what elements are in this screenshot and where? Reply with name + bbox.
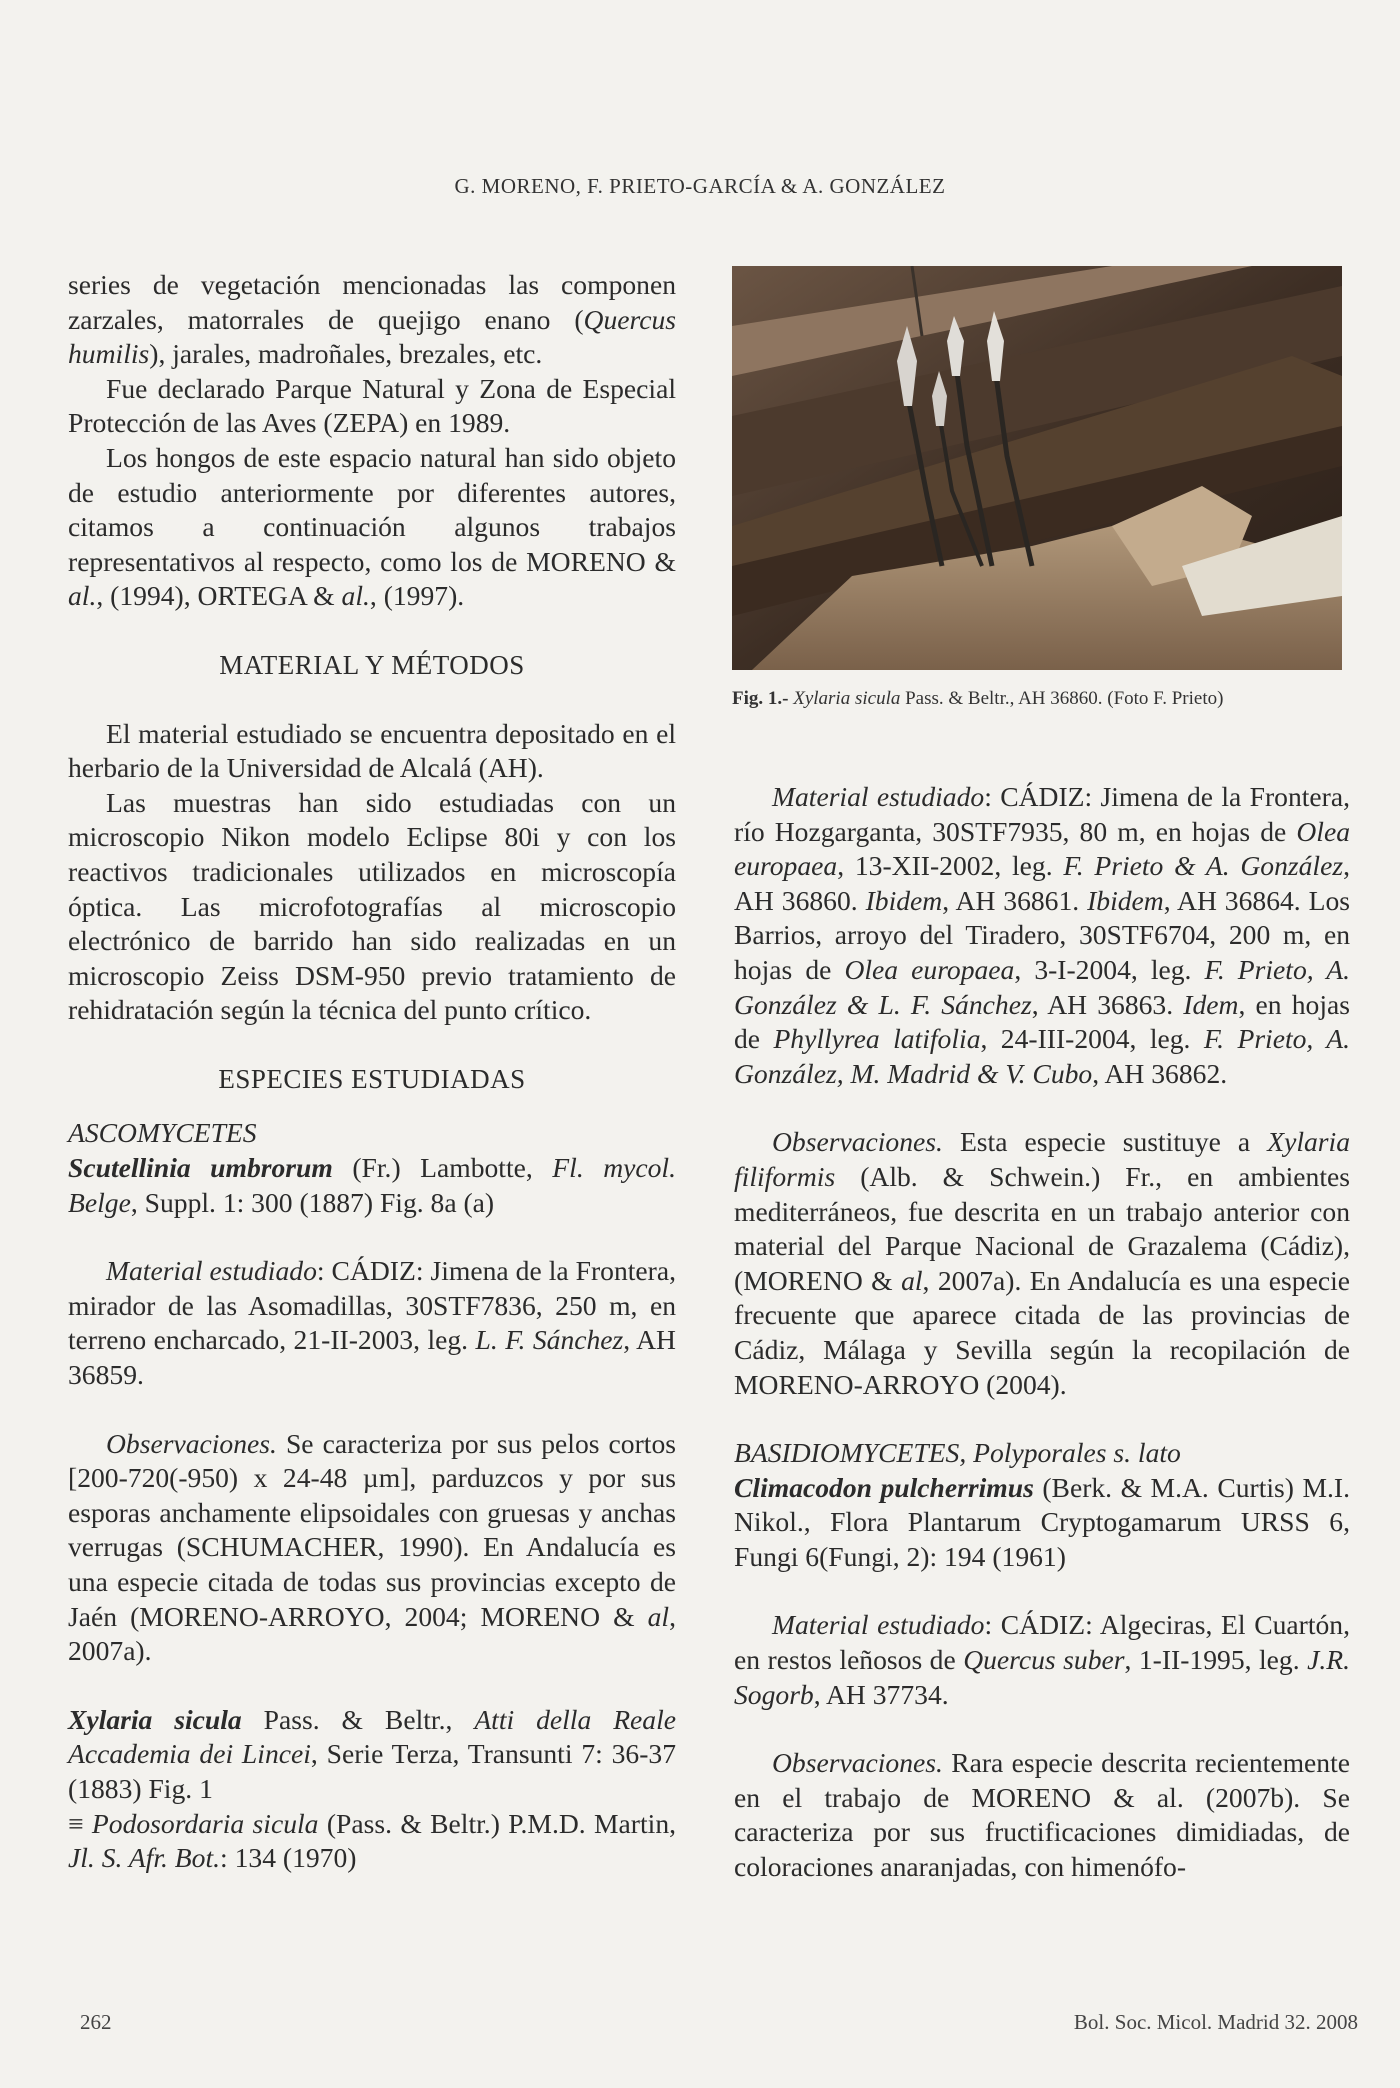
material-studied: Material estudiado: CÁDIZ: Algeciras, El Cuartón, en restos leñosos de Quercus suber, 1-II-1995, leg. J.R. Sogorb, AH 37734. xyxy=(734,1609,1351,1710)
species-entry: Climacodon pulcherrimus (Berk. & M.A. Curtis) M.I. Nikol., Flora Plantarum Cryptogamarum URSS 6, Fungi 6(Fungi, 2): 194 (1961) xyxy=(734,1471,1350,1572)
paragraph: Fue declarado Parque Natural y Zona de Especial Protección de las Aves (ZEPA) en 1989. xyxy=(68,372,676,439)
taxon-group: ASCOMYCETES xyxy=(68,1117,257,1149)
material-studied: Material estudiado: CÁDIZ: Jimena de la Frontera, río Hozgarganta, 30STF7935, 80 m, en hojas de Olea europaea, 13-XII-2002, leg. F. Prieto & A. González, AH 36860. Ibidem, AH 36861. Ibidem, AH 36864. Los Barrios, arroyo del Tiradero, 30STF6704, 200 m, en hojas de Olea europaea, 3-I-2004, leg. F. Prieto, A. González & L. F. Sánchez, AH 36863. Idem, en hojas de Phyllyrea latifolia, 24-III-2004, leg. F. Prieto, A. González, M. Madrid & V. Cubo, AH 36862. xyxy=(734,781,1351,1089)
section-heading-material: MATERIAL Y MÉTODOS xyxy=(219,649,525,680)
mushroom-photo xyxy=(732,266,1342,670)
synonym: ≡ Podosordaria sicula (Pass. & Beltr.) P.M.D. Martin, Jl. S. Afr. Bot.: 134 (1970) xyxy=(68,1807,677,1874)
observations: Observaciones. Esta especie sustituye a Xylaria filiformis (Alb. & Schwein.) Fr., en ambientes mediterráneos, fue descrita en un trabajo anterior con material del Parque Nacional de Grazalema (Cádiz), (MORENO & al, 2007a). En Andalucía es una especie frecuente que aparece citada de las provincias de Cádiz, Málaga y Sevilla según la recopilación de MORENO-ARROYO (2004). xyxy=(734,1126,1350,1400)
paragraph: Los hongos de este espacio natural han sido objeto de estudio anteriormente por diferentes autores, citamos a continuación algunos trabajos representativos al respecto, como los de MORENO & al., (1994), ORTEGA & al., (1997). xyxy=(68,441,676,612)
journal-reference: Bol. Soc. Micol. Madrid 32. 2008 xyxy=(1073,2010,1358,2034)
species-entry: Xylaria sicula Pass. & Beltr., Atti della Reale Accademia dei Lincei, Serie Terza, Transunti 7: 36-37 (1883) Fig. 1 xyxy=(68,1703,677,1804)
observations: Observaciones. Rara especie descrita recientemente en el trabajo de MORENO & al. (2007b). Se caracteriza por sus fructificaciones dimidiadas, de coloraciones anaranjadas, con himenófo- xyxy=(734,1747,1350,1883)
observations: Observaciones. Se caracteriza por sus pelos cortos [200-720(-950) x 24-48 µm], parduzcos y por sus esporas anchamente elipsoidales con gruesas y anchas verrugas (SCHUMACHER, 1990). En Andalucía es una especie citada de todas sus provincias excepto de Jaén (MORENO-ARROYO, 2004; MORENO & al, 2007a). xyxy=(68,1427,676,1667)
material-studied: Material estudiado: CÁDIZ: Jimena de la Frontera, mirador de las Asomadillas, 30STF7836, 250 m, en terreno encharcado, 21-II-2003, leg. L. F. Sánchez, AH 36859. xyxy=(68,1255,676,1391)
paragraph: series de vegetación mencionadas las componen zarzales, matorrales de quejigo enano (Quercus humilis), jarales, madroñales, brezales, etc. xyxy=(68,269,676,370)
species-entry: Scutellinia umbrorum (Fr.) Lambotte, Fl. mycol. Belge, Suppl. 1: 300 (1887) Fig. 8a (a) xyxy=(68,1152,676,1218)
taxon-group: BASIDIOMYCETES, Polyporales s. lato xyxy=(734,1437,1181,1469)
section-heading-especies: ESPECIES ESTUDIADAS xyxy=(218,1063,526,1094)
figure-caption: Fig. 1.- Xylaria sicula Pass. & Beltr., AH 36860. (Foto F. Prieto) xyxy=(732,688,1224,709)
page-number: 262 xyxy=(80,2010,112,2034)
figure-photo-xylaria xyxy=(732,266,1342,670)
paragraph: El material estudiado se encuentra depositado en el herbario de la Universidad de Alcalá (AH). xyxy=(68,717,676,784)
left-column xyxy=(68,268,676,1876)
running-header: G. MORENO, F. PRIETO-GARCÍA & A. GONZÁLEZ xyxy=(454,174,946,198)
right-column xyxy=(734,780,1350,1885)
paragraph: Las muestras han sido estudiadas con un microscopio Nikon modelo Eclipse 80i y con los reactivos tradicionales utilizados en microscopía óptica. Las microfotografías al microscopio electrónico de barrido han sido realizadas en un microscopio Zeiss DSM-950 previo tratamiento de rehidratación según la técnica del punto crítico. xyxy=(68,786,676,1026)
